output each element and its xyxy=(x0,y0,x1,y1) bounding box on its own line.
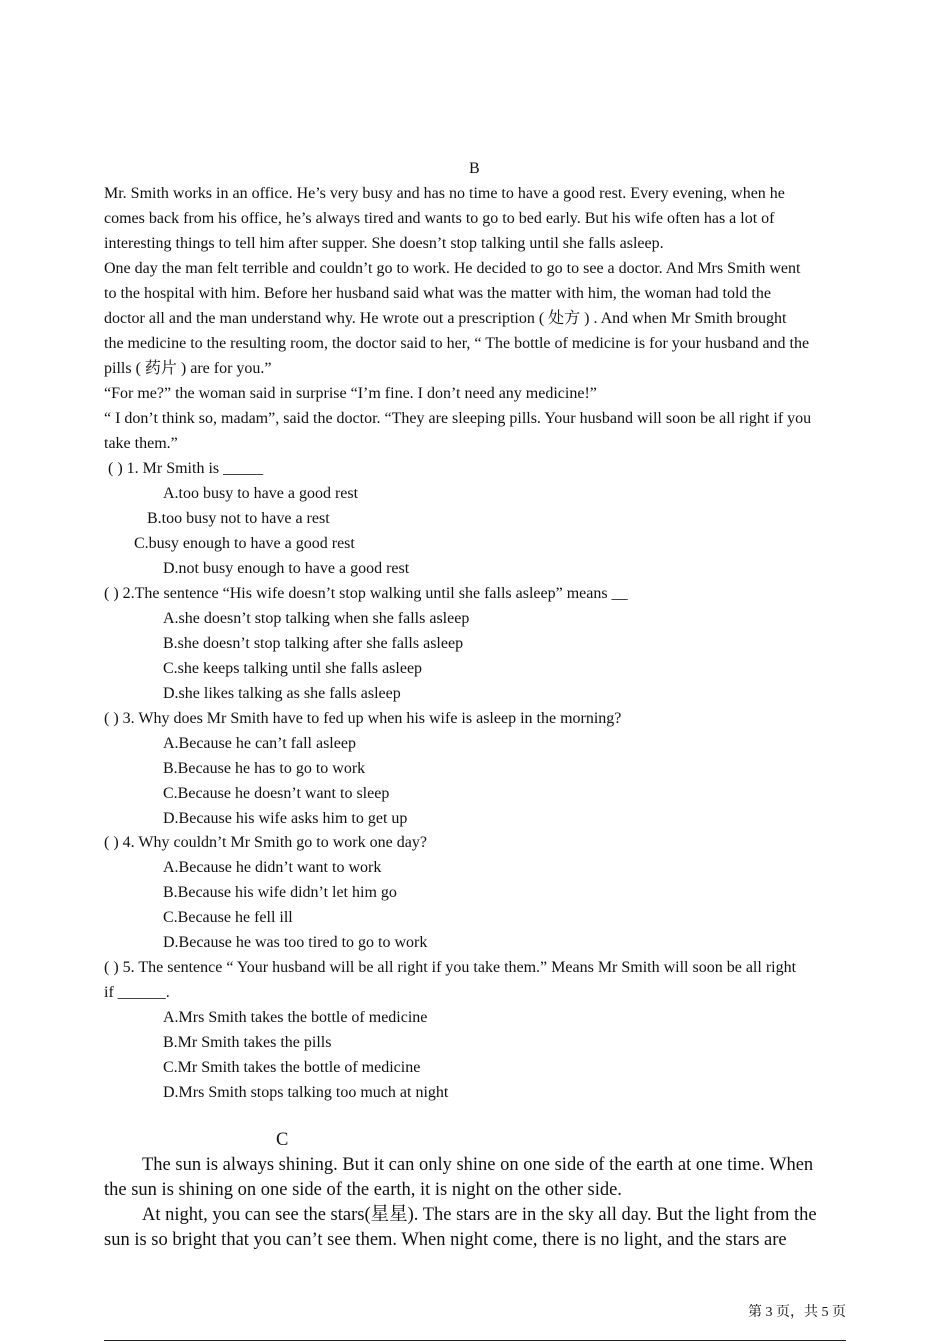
page-number: 第 3 页，共 5 页 xyxy=(748,1305,846,1320)
option-a: A.Because he didn’t want to work xyxy=(163,859,382,876)
option-c: C.she keeps talking until she falls asleep xyxy=(163,660,423,677)
option-d: D.Because he was too tired to go to work xyxy=(163,934,428,951)
passage-line: pills ( 药片 ) are for you.” xyxy=(104,360,272,377)
question-stem: ( ) 5. The sentence “ Your husband will be all right if you take them.” Means Mr Smith will soon be all right xyxy=(104,959,797,976)
section-c-title: C xyxy=(276,1130,289,1150)
passage-line: “For me?” the woman said in surprise “I’m fine. I don’t need any medicine!” xyxy=(104,385,597,402)
passage-line: comes back from his office, he’s always tired and wants to go to bed early. But his wife often has a lot of xyxy=(104,210,775,227)
option-d: D.Because his wife asks him to get up xyxy=(163,810,408,827)
question-stem: ( ) 2.The sentence “His wife doesn’t stop walking until she falls asleep” means __ xyxy=(104,585,628,602)
option-a: A.Because he can’t fall asleep xyxy=(163,735,356,752)
option-c: C.Mr Smith takes the bottle of medicine xyxy=(163,1059,421,1076)
passage-line: the sun is shining on one side of the earth, it is night on the other side. xyxy=(104,1180,622,1200)
option-a: A.she doesn’t stop talking when she falls asleep xyxy=(163,610,470,627)
option-b: B.Mr Smith takes the pills xyxy=(163,1034,332,1051)
section-b-title: B xyxy=(469,160,480,177)
question-stem: ( ) 1. Mr Smith is _____ xyxy=(108,460,264,477)
passage-line: Mr. Smith works in an office. He’s very busy and has no time to have a good rest. Every evening, when he xyxy=(104,185,785,202)
option-c: C.Because he fell ill xyxy=(163,909,293,926)
option-d: D.she likes talking as she falls asleep xyxy=(163,685,401,702)
option-b: B.she doesn’t stop talking after she falls asleep xyxy=(163,635,464,652)
passage-line: “ I don’t think so, madam”, said the doctor. “They are sleeping pills. Your husband will soon be all right if you xyxy=(104,410,812,427)
option-d: D.Mrs Smith stops talking too much at night xyxy=(163,1084,449,1101)
question-stem: ( ) 3. Why does Mr Smith have to fed up when his wife is asleep in the morning? xyxy=(104,710,622,727)
passage-line: sun is so bright that you can’t see them. When night come, there is no light, and the stars are xyxy=(104,1230,787,1250)
option-b: B.too busy not to have a rest xyxy=(147,510,330,527)
option-c: C.busy enough to have a good rest xyxy=(134,535,355,552)
option-a: A.too busy to have a good rest xyxy=(163,485,359,502)
question-stem-continued: if ______. xyxy=(104,984,170,1001)
passage-line: interesting things to tell him after supper. She doesn’t stop talking until she falls asleep. xyxy=(104,235,664,252)
passage-line: the medicine to the resulting room, the doctor said to her, “ The bottle of medicine is for your husband and the xyxy=(104,335,810,352)
option-d: D.not busy enough to have a good rest xyxy=(163,560,410,577)
passage-line: The sun is always shining. But it can only shine on one side of the earth at one time. When xyxy=(142,1155,814,1175)
passage-line: to the hospital with him. Before her husband said what was the matter with him, the woman had told the xyxy=(104,285,771,302)
option-c: C.Because he doesn’t want to sleep xyxy=(163,785,390,802)
passage-line: At night, you can see the stars(星星). The stars are in the sky all day. But the light from the xyxy=(142,1205,817,1225)
passage-line: One day the man felt terrible and couldn’t go to work. He decided to go to see a doctor. And Mrs Smith went xyxy=(104,260,801,277)
passage-line: doctor all and the man understand why. He wrote out a prescription ( 处方 ) . And when Mr Smith brought xyxy=(104,310,787,327)
footer-rule xyxy=(104,1340,846,1341)
option-a: A.Mrs Smith takes the bottle of medicine xyxy=(163,1009,428,1026)
option-b: B.Because he has to go to work xyxy=(163,760,366,777)
option-b: B.Because his wife didn’t let him go xyxy=(163,884,397,901)
passage-line: take them.” xyxy=(104,435,178,452)
question-stem: ( ) 4. Why couldn’t Mr Smith go to work one day? xyxy=(104,834,427,851)
